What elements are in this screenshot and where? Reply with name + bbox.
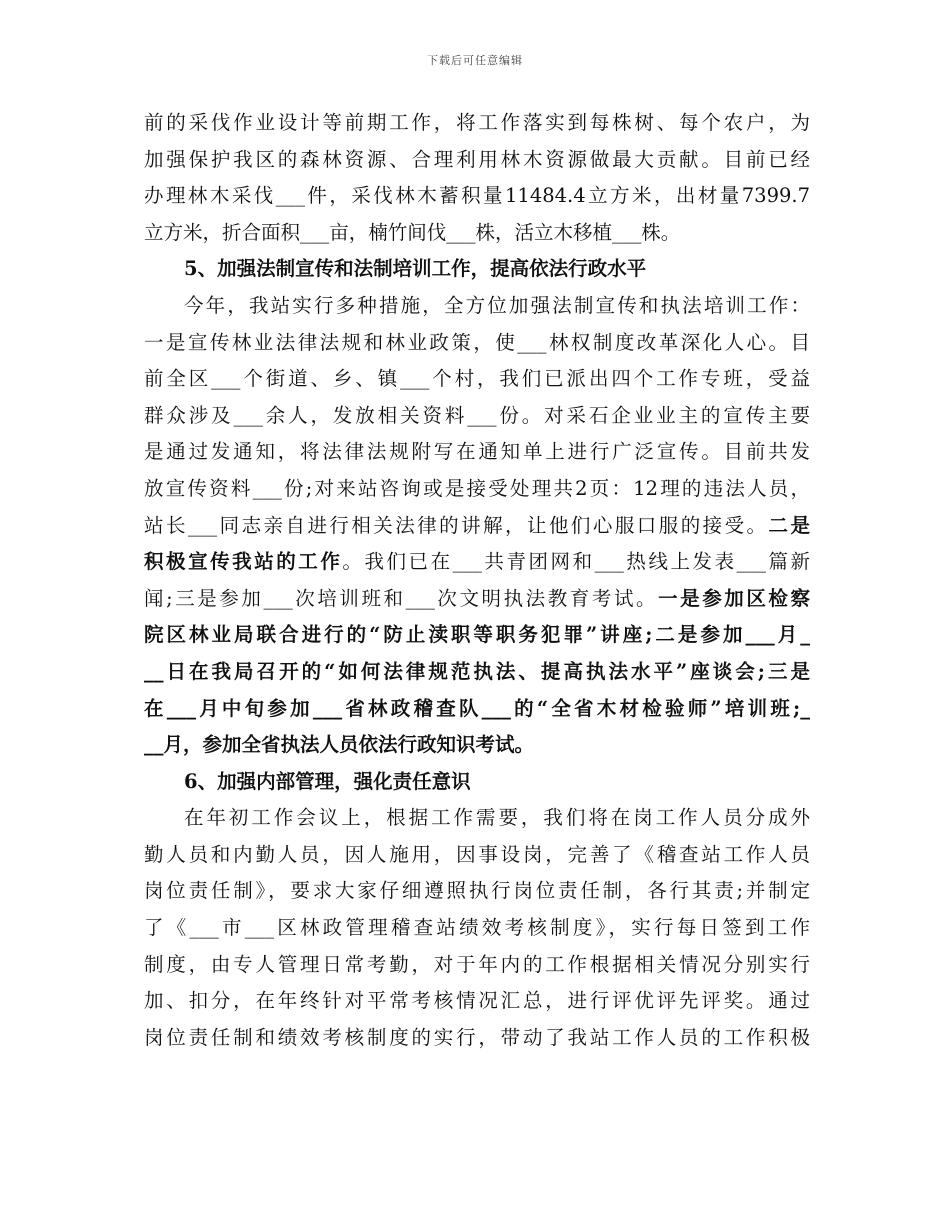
paragraph-line-mixed xyxy=(144,508,810,545)
section-heading-5: 5、加强法制宣传和法制培训工作，提高依法行政水平 xyxy=(184,257,647,281)
document-body xyxy=(144,105,810,1056)
paragraph-line-bold: 院区林业局联合进行的“防止渎职等职务犯罪”讲座;二是参加___月_ xyxy=(144,623,810,647)
paragraph-line-bold: 在___月中旬参加___省林政稽查队___的“全省木材检验师”培训班;_ xyxy=(144,696,810,720)
bold-text: 二是 xyxy=(768,513,810,537)
paragraph-line: 加强保护我区的森林资源、合理利用林木资源做最大贡献。目前已经 xyxy=(144,147,810,171)
paragraph-line: 制度，由专人管理日常考勤，对于年内的工作根据相关情况分别实行 xyxy=(144,952,810,976)
paragraph-text: 。我们已在___共青团网和___热线上发表___篇新 xyxy=(342,550,810,574)
paragraph-line: 办理林木采伐___件，采伐林木蓄积量11484.4立方米，出材量7399.7 xyxy=(144,184,810,208)
paragraph-line: 是通过发通知，将法律法规附写在通知单上进行广泛宣传。目前共发 xyxy=(144,440,810,464)
paragraph-line: 前全区___个街道、乡、镇___个村，我们已派出四个工作专班，受益 xyxy=(144,367,810,391)
page-header-note: 下载后可任意编辑 xyxy=(427,54,523,67)
paragraph-line: 今年，我站实行多种措施，全方位加强法制宣传和执法培训工作： xyxy=(184,293,810,317)
paragraph-line-bold: __月，参加全省执法人员依法行政知识考试。 xyxy=(144,733,535,757)
paragraph-line-mixed xyxy=(144,581,810,618)
paragraph-line: 前的采伐作业设计等前期工作，将工作落实到每株树、每个农户，为 xyxy=(144,111,810,134)
paragraph-line: 加、扣分，在年终针对平常考核情况汇总，进行评优评先评奖。通过 xyxy=(144,989,810,1013)
bold-text: 积极宣传我站的工作 xyxy=(144,550,343,574)
paragraph-line: 立方米，折合面积___亩，楠竹间伐___株，活立木移植___株。 xyxy=(144,220,681,244)
paragraph-line-bold: __日在我局召开的“如何法律规范执法、提高执法水平”座谈会;三是 xyxy=(144,659,810,683)
paragraph-line: 岗位责任制和绩效考核制度的实行，带动了我站工作人员的工作积极 xyxy=(144,1025,810,1049)
paragraph-line-mixed xyxy=(144,544,810,581)
paragraph-line: 勤人员和内勤人员，因人施用，因事设岗，完善了《稽查站工作人员 xyxy=(144,842,810,866)
paragraph-line: 放宣传资料___份;对来站咨询或是接受处理共2页：12理的违法人员， xyxy=(144,476,810,500)
paragraph-line: 了《___市___区林政管理稽查站绩效考核制度》，实行每日签到工作 xyxy=(144,916,810,940)
paragraph-line: 一是宣传林业法律法规和林业政策，使___林权制度改革深化人心。目 xyxy=(144,330,810,354)
paragraph-text: 站长___同志亲自进行相关法律的讲解，让他们心服口服的接受。 xyxy=(144,513,769,537)
paragraph-text: 闻;三是参加___次培训班和___次文明执法教育考试。 xyxy=(144,586,659,610)
paragraph-line: 岗位责任制》，要求大家仔细遵照执行岗位责任制，各行其责;并制定 xyxy=(144,879,810,903)
section-heading-6: 6、加强内部管理，强化责任意识 xyxy=(184,769,471,793)
paragraph-line: 群众涉及___余人，发放相关资料___份。对采石企业业主的宣传主要 xyxy=(144,403,810,427)
paragraph-line: 在年初工作会议上，根据工作需要，我们将在岗工作人员分成外 xyxy=(184,806,810,830)
bold-text: 一是参加区检察 xyxy=(658,586,810,610)
